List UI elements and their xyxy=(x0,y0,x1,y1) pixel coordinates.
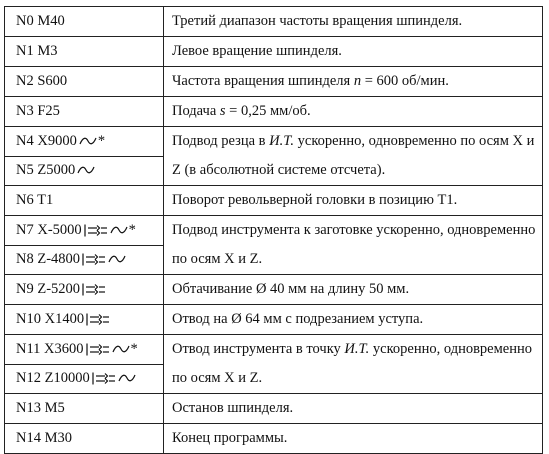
description-cell: Подвод инструмента к заготовке ускоренно, одновременно по осям X и Z. xyxy=(164,216,543,275)
block-code: N4 X9000 xyxy=(16,132,77,149)
table-row xyxy=(5,97,543,127)
block-code: N10 X1400 xyxy=(16,311,85,327)
description-cell: Частота вращения шпинделя n = 600 об/мин. xyxy=(164,67,543,97)
block-code: N12 Z10000 xyxy=(16,370,90,387)
code-cell xyxy=(5,424,164,454)
block-code: N14 M30 xyxy=(16,430,72,446)
arc-icon xyxy=(110,225,128,236)
incremental-icon xyxy=(82,283,106,296)
code-cell xyxy=(5,127,164,157)
incremental-icon xyxy=(86,313,110,326)
code-cell xyxy=(5,364,164,394)
code-cell xyxy=(5,394,164,424)
code-cell xyxy=(5,156,164,186)
description-cell: Поворот револьверной головки в позицию Т1. xyxy=(164,186,543,216)
arc-icon xyxy=(112,344,130,355)
table-row xyxy=(5,305,543,335)
table-row xyxy=(5,127,543,157)
description-cell: Обтачивание Ø 40 мм на длину 50 мм. xyxy=(164,275,543,305)
arc-icon xyxy=(108,254,126,265)
table-row xyxy=(5,424,543,454)
description-cell: Третий диапазон частоты вращения шпинделя. xyxy=(164,7,543,37)
block-code: N5 Z5000 xyxy=(16,162,76,179)
block-code: N3 F25 xyxy=(16,103,60,119)
star-mark: * xyxy=(128,221,136,238)
table-row xyxy=(5,37,543,67)
block-code: N11 X3600 xyxy=(16,340,84,357)
description-cell: Конец программы. xyxy=(164,424,543,454)
block-code: N2 S600 xyxy=(16,73,68,89)
code-cell xyxy=(5,216,164,246)
arc-icon xyxy=(79,136,97,147)
code-cell xyxy=(5,186,164,216)
description-cell: Останов шпинделя. xyxy=(164,394,543,424)
code-cell xyxy=(5,275,164,305)
block-code: N7 X-5000 xyxy=(16,221,82,238)
description-cell: Подача s = 0,25 мм/об. xyxy=(164,97,543,127)
table-row xyxy=(5,335,543,365)
description-cell: Подвод резца в И.Т. ускоренно, одновременно по осям X и Z (в абсолютной системе отсчета). xyxy=(164,127,543,186)
description-cell: Отвод инструмента в точку И.Т. ускоренно, одновременно по осям X и Z. xyxy=(164,335,543,394)
incremental-icon xyxy=(84,224,108,237)
program-table xyxy=(4,6,543,454)
arc-icon xyxy=(77,165,95,176)
block-code: N9 Z-5200 xyxy=(16,281,81,297)
table-row xyxy=(5,216,543,246)
code-cell xyxy=(5,67,164,97)
table-row xyxy=(5,275,543,305)
table-row xyxy=(5,186,543,216)
incremental-icon xyxy=(86,343,110,356)
block-code: N6 T1 xyxy=(16,192,54,208)
incremental-icon xyxy=(82,253,106,266)
arc-icon xyxy=(118,373,136,384)
code-cell xyxy=(5,335,164,365)
block-code: N1 M3 xyxy=(16,43,58,59)
code-cell xyxy=(5,7,164,37)
description-cell: Левое вращение шпинделя. xyxy=(164,37,543,67)
incremental-icon xyxy=(92,372,116,385)
table-row xyxy=(5,7,543,37)
table-row xyxy=(5,394,543,424)
block-code: N13 M5 xyxy=(16,400,65,416)
block-code: N8 Z-4800 xyxy=(16,251,81,268)
code-cell xyxy=(5,245,164,275)
description-cell: Отвод на Ø 64 мм с подрезанием уступа. xyxy=(164,305,543,335)
block-code: N0 M40 xyxy=(16,13,65,29)
code-cell xyxy=(5,97,164,127)
star-mark: * xyxy=(130,340,138,357)
table-row xyxy=(5,67,543,97)
star-mark: * xyxy=(97,132,106,149)
code-cell xyxy=(5,37,164,67)
code-cell xyxy=(5,305,164,335)
